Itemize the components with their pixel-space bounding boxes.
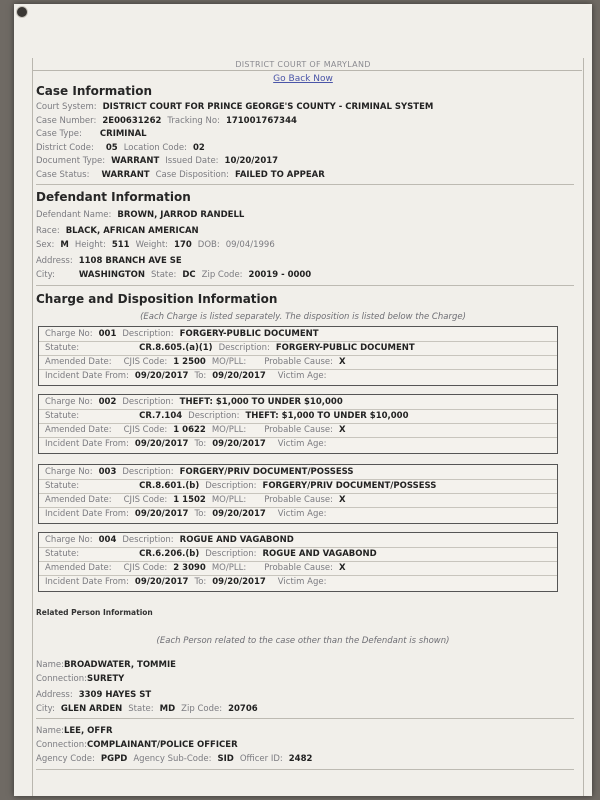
related-1-connection-row: Connection:SURETY — [36, 674, 125, 684]
case-type-row: Case Type: CRIMINAL — [36, 129, 147, 139]
charge-header-row: Charge No: 001 Description: FORGERY-PUBLIC DOCUMENT — [45, 329, 319, 339]
charge-box — [38, 532, 558, 592]
charge-box — [38, 394, 558, 454]
case-status-row: Case Status: WARRANT Case Disposition: FAILED TO APPEAR — [36, 170, 325, 180]
related-note: (Each Person related to the case other than the Defendant is shown) — [156, 636, 450, 646]
statute-row: Statute: CR.8.605.(a)(1) Description: FORGERY-PUBLIC DOCUMENT — [45, 343, 415, 353]
incident-row: Incident Date From: 09/20/2017 To: 09/20/2017 Victim Age: — [45, 439, 327, 449]
charges-note: (Each Charge is listed separately. The disposition is listed below the Charge) — [140, 312, 466, 322]
statute-row: Statute: CR.8.601.(b) Description: FORGERY/PRIV DOCUMENT/POSSESS — [45, 481, 437, 491]
district-row: District Code: 05 Location Code: 02 — [36, 143, 205, 153]
race-row: Race: BLACK, AFRICAN AMERICAN — [36, 226, 199, 236]
related-2-agency-row: Agency Code: PGPD Agency Sub-Code: SID Officer ID: 2482 — [36, 754, 313, 764]
go-back-link[interactable]: Go Back Now — [273, 74, 333, 84]
charge-box — [38, 464, 558, 524]
amended-row: Amended Date: CJIS Code: 1 1502 MO/PLL: Probable Cause: X — [45, 495, 346, 505]
punch-hole — [16, 6, 28, 18]
related-title: Related Person Information — [36, 608, 153, 617]
charge-header-row: Charge No: 003 Description: FORGERY/PRIV DOCUMENT/POSSESS — [45, 467, 354, 477]
charge-header-row: Charge No: 002 Description: THEFT: $1,000 TO UNDER $10,000 — [45, 397, 343, 407]
related-1-name-row: Name:BROADWATER, TOMMIE — [36, 660, 176, 670]
incident-row: Incident Date From: 09/20/2017 To: 09/20/2017 Victim Age: — [45, 371, 327, 381]
case-info-title: Case Information — [36, 84, 152, 98]
defendant-title: Defendant Information — [36, 190, 191, 204]
physical-row: Sex: M Height: 511 Weight: 170 DOB: 09/04/1996 — [36, 240, 275, 250]
incident-row: Incident Date From: 09/20/2017 To: 09/20/2017 Victim Age: — [45, 509, 327, 519]
related-2-connection-row: Connection:COMPLAINANT/POLICE OFFICER — [36, 740, 238, 750]
city-row: City: WASHINGTON State: DC Zip Code: 20019 - 0000 — [36, 270, 312, 280]
related-1-address-row: Address: 3309 HAYES ST — [36, 690, 152, 700]
document-page — [14, 4, 592, 796]
incident-row: Incident Date From: 09/20/2017 To: 09/20/2017 Victim Age: — [45, 577, 327, 587]
statute-row: Statute: CR.7.104 Description: THEFT: $1,000 TO UNDER $10,000 — [45, 411, 409, 421]
amended-row: Amended Date: CJIS Code: 1 2500 MO/PLL: Probable Cause: X — [45, 357, 346, 367]
amended-row: Amended Date: CJIS Code: 1 0622 MO/PLL: Probable Cause: X — [45, 425, 346, 435]
defendant-name-row: Defendant Name: BROWN, JARROD RANDELL — [36, 210, 245, 220]
charge-box — [38, 326, 558, 386]
related-1-city-row: City: GLEN ARDEN State: MD Zip Code: 20706 — [36, 704, 258, 714]
court-system-row: Court System: DISTRICT COURT FOR PRINCE GEORGE'S COUNTY - CRIMINAL SYSTEM — [36, 102, 434, 112]
address-row: Address: 1108 BRANCH AVE SE — [36, 256, 182, 266]
amended-row: Amended Date: CJIS Code: 2 3090 MO/PLL: Probable Cause: X — [45, 563, 346, 573]
charges-title: Charge and Disposition Information — [36, 292, 278, 306]
statute-row: Statute: CR.6.206.(b) Description: ROGUE AND VAGABOND — [45, 549, 377, 559]
doc-type-row: Document Type: WARRANT Issued Date: 10/20/2017 — [36, 156, 279, 166]
related-2-name-row: Name:LEE, OFFR — [36, 726, 113, 736]
charge-header-row: Charge No: 004 Description: ROGUE AND VAGABOND — [45, 535, 294, 545]
court-header: DISTRICT COURT OF MARYLAND — [235, 60, 371, 69]
case-number-row: Case Number: 2E00631262 Tracking No: 171001767344 — [36, 116, 297, 126]
